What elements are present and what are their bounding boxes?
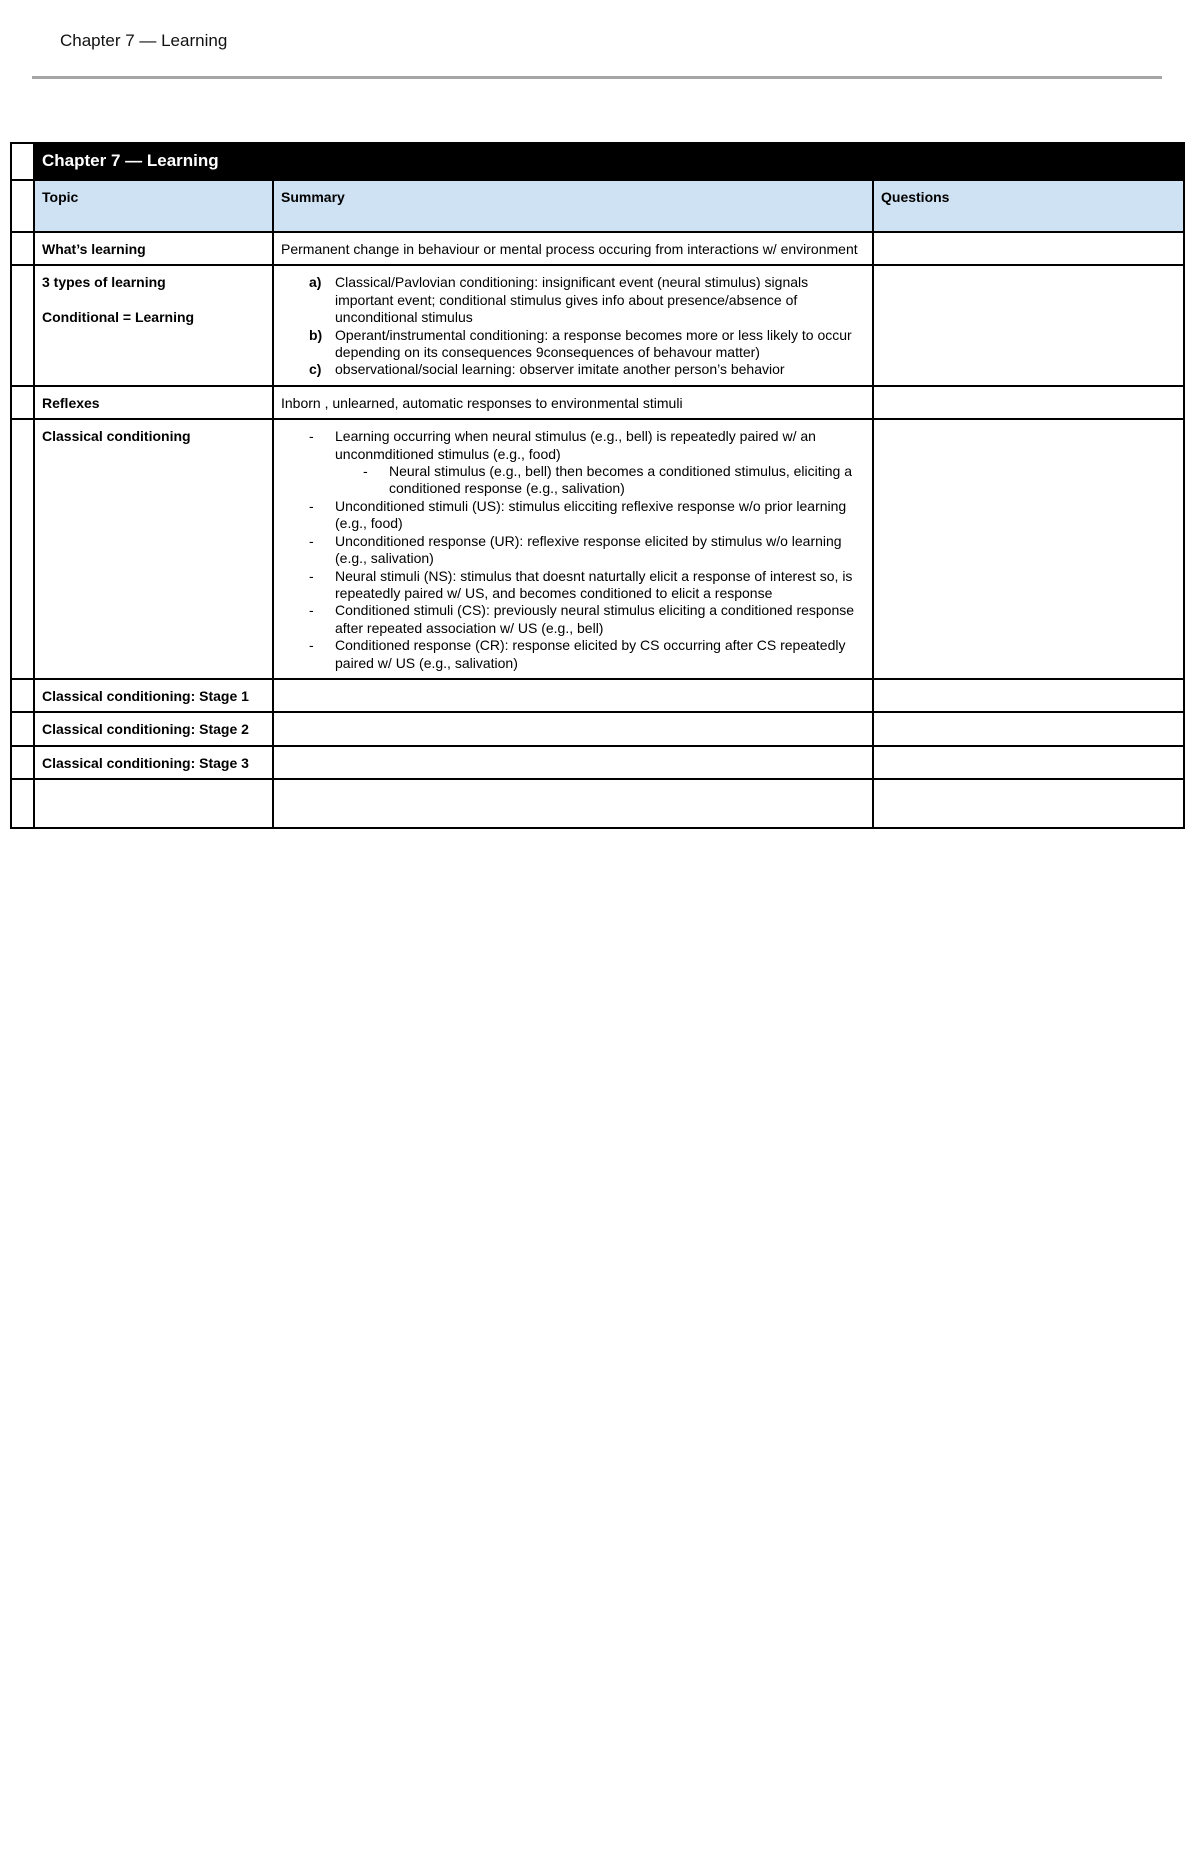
summary-cell	[273, 265, 873, 385]
bullet-dash: -	[309, 532, 314, 549]
list-marker: b)	[309, 326, 323, 343]
row-gutter	[11, 180, 34, 232]
list-item-text: Learning occurring when neural stimulus (e.g., bell) is repeatedly paired w/ an unconmditioned stimulus (e.g., food)	[335, 428, 816, 462]
list-item	[309, 568, 865, 603]
row-gutter	[11, 679, 34, 712]
bullet-dash: -	[309, 637, 314, 654]
list-item-text: Unconditioned stimuli (US): stimulus elicciting reflexive response w/o prior learning (e.g., food)	[335, 497, 847, 532]
bullet-dash: -	[309, 602, 314, 619]
list-item	[363, 463, 865, 498]
table-title: Chapter 7 — Learning	[34, 143, 1184, 180]
table-row	[11, 746, 1184, 779]
topic-cell	[34, 779, 273, 828]
questions-cell	[873, 265, 1184, 385]
questions-cell	[873, 419, 1184, 679]
row-gutter	[11, 712, 34, 745]
questions-cell	[873, 386, 1184, 419]
bullet-dash: -	[309, 428, 314, 445]
list-item-text: Unconditioned response (UR): reflexive response elicited by stimulus w/o learning (e.g., salivation)	[335, 532, 842, 567]
list-item	[309, 498, 865, 533]
summary-cell	[273, 712, 873, 745]
list-item	[309, 428, 865, 498]
header-divider	[32, 76, 1162, 79]
list-item-text: Classical/Pavlovian conditioning: insignificant event (neural stimulus) signals important event; conditional stimulus gives info about presence/absence of unconditional stimulus	[335, 274, 809, 326]
topic-cell	[34, 265, 273, 385]
table-row	[11, 265, 1184, 385]
table-row	[11, 419, 1184, 679]
table-row-empty	[11, 779, 1184, 828]
row-gutter	[11, 143, 34, 180]
list-item	[309, 327, 865, 362]
topic-cell	[34, 232, 273, 265]
topic-note: Conditional = Learning	[42, 308, 195, 325]
list-item-text: observational/social learning: observer imitate another person’s behavior	[335, 361, 785, 378]
topic-cell	[34, 386, 273, 419]
list-item-text: Conditioned stimuli (CS): previously neural stimulus eliciting a conditioned response after repeated association w/ US (e.g., bell)	[335, 602, 855, 636]
topic-text: 3 types of learning	[42, 274, 166, 291]
list-item	[309, 361, 865, 378]
topic-text: Classical conditioning: Stage 1	[42, 687, 249, 704]
summary-cell	[273, 746, 873, 779]
list-item-text: Operant/instrumental conditioning: a response becomes more or less likely to occur depending on its consequences 9consequences of behavour matter)	[335, 326, 852, 361]
row-gutter	[11, 746, 34, 779]
topic-text: Classical conditioning: Stage 2	[42, 721, 249, 738]
summary-cell: Inborn , unlearned, automatic responses to environmental stimuli	[273, 386, 873, 419]
page-header: Chapter 7 — Learning	[60, 31, 228, 50]
row-gutter	[11, 386, 34, 419]
summary-cell	[273, 779, 873, 828]
questions-cell	[873, 679, 1184, 712]
topic-text: Reflexes	[42, 394, 100, 411]
table-row	[11, 712, 1184, 745]
questions-cell	[873, 746, 1184, 779]
notes-table	[10, 142, 1185, 829]
bullet-dash: -	[309, 497, 314, 514]
column-header-summary: Summary	[273, 180, 873, 232]
list-marker: a)	[309, 274, 322, 291]
questions-cell	[873, 712, 1184, 745]
column-header-topic: Topic	[34, 180, 273, 232]
column-header-questions: Questions	[873, 180, 1184, 232]
summary-cell: Permanent change in behaviour or mental process occuring from interactions w/ environment	[273, 232, 873, 265]
row-gutter	[11, 232, 34, 265]
conditioning-bullet-list	[281, 428, 865, 672]
table-row	[11, 679, 1184, 712]
topic-cell	[34, 679, 273, 712]
bullet-dash: -	[309, 567, 314, 584]
bullet-dash: -	[363, 463, 368, 480]
row-gutter	[11, 265, 34, 385]
topic-text: What’s learning	[42, 241, 146, 257]
topic-cell	[34, 419, 273, 679]
topic-cell	[34, 746, 273, 779]
list-item-text: Neural stimuli (NS): stimulus that doesnt naturtally elicit a response of interest so, is repeatedly paired w/ US, and becomes conditioned to elicit a response	[335, 567, 853, 601]
list-item	[309, 533, 865, 568]
list-item	[309, 602, 865, 637]
summary-cell	[273, 679, 873, 712]
list-item	[309, 637, 865, 672]
questions-cell	[873, 232, 1184, 265]
topic-text: Classical conditioning: Stage 3	[42, 754, 249, 771]
table-header-row	[11, 180, 1184, 232]
learning-types-list	[281, 274, 865, 378]
list-marker: c)	[309, 361, 322, 378]
questions-cell	[873, 779, 1184, 828]
nested-bullet-list	[335, 463, 865, 498]
row-gutter	[11, 779, 34, 828]
topic-cell	[34, 712, 273, 745]
list-item-text: Conditioned response (CR): response elicited by CS occurring after CS repeatedly paired w/ US (e.g., salivation)	[335, 637, 846, 671]
row-gutter	[11, 419, 34, 679]
table-row	[11, 386, 1184, 419]
summary-cell	[273, 419, 873, 679]
topic-text: Classical conditioning	[42, 428, 191, 445]
table-title-row	[11, 143, 1184, 180]
list-item-text: Neural stimulus (e.g., bell) then becomes a conditioned stimulus, eliciting a conditioned response (e.g., salivation)	[389, 463, 853, 497]
list-item	[309, 274, 865, 326]
table-row	[11, 232, 1184, 265]
